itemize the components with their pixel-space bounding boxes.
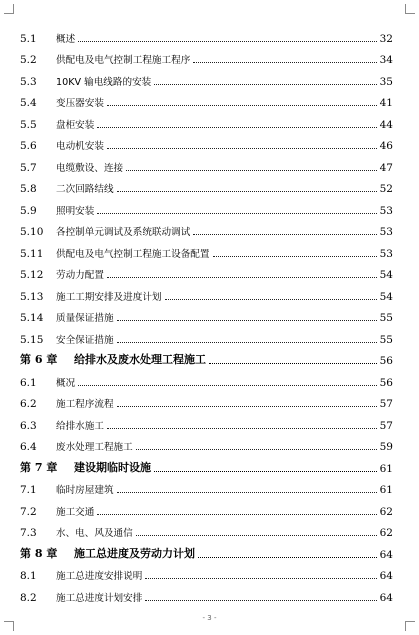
toc-dot-leader: [97, 127, 376, 128]
toc-entry-page-number: 46: [379, 140, 393, 152]
toc-entry-page-number: 44: [379, 119, 393, 131]
toc-entry[interactable]: [20, 285, 393, 303]
toc-entry[interactable]: [20, 27, 393, 45]
toc-entry-page-number: 53: [379, 226, 393, 238]
toc-entry-title: 各控制单元调试及系统联动调试: [56, 227, 191, 238]
toc-entry[interactable]: [20, 478, 393, 496]
toc-dot-leader: [107, 105, 377, 106]
toc-entry[interactable]: [20, 435, 393, 453]
toc-dot-leader: [193, 62, 376, 63]
toc-dot-leader: [165, 299, 377, 300]
toc-entry-number: 8.1: [20, 570, 37, 582]
toc-entry-number: 6.1: [20, 377, 37, 389]
toc-entry-page-number: 54: [379, 291, 393, 303]
toc-entry[interactable]: [20, 48, 393, 66]
toc-entry-number: 5.15: [20, 334, 44, 346]
toc-entry[interactable]: [20, 371, 393, 389]
toc-entry-page-number: 59: [379, 441, 393, 453]
toc-dot-leader: [198, 557, 377, 558]
toc-entry[interactable]: [20, 521, 393, 539]
toc-entry-page-number: 41: [379, 97, 393, 109]
toc-entry[interactable]: [20, 242, 393, 260]
toc-entry-title: 施工交通: [56, 507, 95, 518]
toc-entry-number: 5.8: [20, 183, 37, 195]
toc-entry[interactable]: [20, 586, 393, 604]
toc-entry-number: 5.9: [20, 205, 37, 217]
toc-entry-number: 第 7 章: [20, 461, 58, 474]
toc-dot-leader: [107, 148, 377, 149]
toc-entry-title: 建设期临时设施: [74, 461, 151, 474]
toc-entry-number: 5.7: [20, 162, 37, 174]
toc-entry[interactable]: [20, 328, 393, 346]
toc-entry-number: 6.3: [20, 420, 37, 432]
toc-entry-title: 劳动力配置: [56, 270, 104, 281]
toc-entry[interactable]: [20, 113, 393, 131]
toc-dot-leader: [213, 256, 377, 257]
toc-entry-page-number: 55: [379, 334, 393, 346]
toc-entry-number: 5.4: [20, 97, 37, 109]
toc-dot-leader: [136, 535, 377, 536]
toc-entry-page-number: 57: [379, 398, 393, 410]
toc-entry-number: 5.12: [20, 269, 44, 281]
toc-chapter-entry[interactable]: [20, 349, 393, 367]
toc-entry-number: 5.2: [20, 54, 37, 66]
toc-entry-title: 二次回路结线: [56, 184, 114, 195]
toc-chapter-entry[interactable]: [20, 457, 393, 475]
toc-entry-number: 5.10: [20, 226, 44, 238]
toc-entry-page-number: 55: [379, 312, 393, 324]
toc-entry-title: 施工程序流程: [56, 399, 114, 410]
toc-entry[interactable]: [20, 177, 393, 195]
toc-entry[interactable]: [20, 134, 393, 152]
toc-dot-leader: [209, 363, 377, 364]
toc-dot-leader: [117, 320, 377, 321]
toc-entry-number: 5.5: [20, 119, 37, 131]
toc-dot-leader: [117, 492, 377, 493]
toc-dot-leader: [136, 449, 377, 450]
toc-entry-page-number: 47: [379, 162, 393, 174]
toc-entry-number: 6.2: [20, 398, 37, 410]
toc-entry-page-number: 61: [379, 484, 393, 496]
toc-entry[interactable]: [20, 91, 393, 109]
toc-entry[interactable]: [20, 500, 393, 518]
toc-entry[interactable]: [20, 414, 393, 432]
toc-dot-leader: [145, 600, 376, 601]
toc-entry-page-number: 61: [379, 463, 393, 475]
toc-dot-leader: [117, 342, 377, 343]
toc-dot-leader: [97, 514, 376, 515]
toc-entry-title: 给排水及废水处理工程施工: [74, 353, 206, 366]
toc-entry-title: 安全保证措施: [56, 335, 114, 346]
toc-dot-leader: [154, 471, 377, 472]
toc-entry-title: 给排水施工: [56, 421, 104, 432]
toc-dot-leader: [145, 578, 376, 579]
toc-entry[interactable]: [20, 220, 393, 238]
toc-entry-title: 施工总进度计划安排: [56, 593, 143, 604]
toc-entry-page-number: 62: [379, 506, 393, 518]
toc-entry-page-number: 32: [379, 33, 393, 45]
toc-entry-title: 电动机安装: [56, 141, 104, 152]
crop-mark-top-right: [405, 4, 415, 14]
toc-entry-number: 7.1: [20, 484, 37, 496]
toc-entry[interactable]: [20, 156, 393, 174]
toc-entry-number: 5.14: [20, 312, 44, 324]
toc-dot-leader: [126, 170, 376, 171]
toc-entry-number: 7.2: [20, 506, 37, 518]
toc-entry-number: 5.13: [20, 291, 44, 303]
toc-entry-page-number: 53: [379, 248, 393, 260]
toc-entry[interactable]: [20, 70, 393, 88]
toc-dot-leader: [78, 385, 376, 386]
crop-mark-top-left: [4, 4, 14, 14]
toc-entry-title: 10KV 输电线路的安装: [56, 77, 152, 88]
toc-dot-leader: [107, 428, 377, 429]
toc-chapter-entry[interactable]: [20, 543, 393, 561]
toc-entry-title: 供配电及电气控制工程施工设备配置: [56, 249, 210, 260]
toc-entry-page-number: 52: [379, 183, 393, 195]
toc-entry-title: 变压器安装: [56, 98, 104, 109]
toc-entry-number: 5.6: [20, 140, 37, 152]
toc-entry-page-number: 64: [379, 549, 393, 561]
toc-entry-title: 概况: [56, 378, 76, 389]
toc-entry-number: 5.3: [20, 76, 37, 88]
toc-entry-number: 6.4: [20, 441, 37, 453]
toc-entry-title: 电缆敷设、连接: [56, 163, 124, 174]
toc-dot-leader: [193, 234, 376, 235]
toc-entry-page-number: 57: [379, 420, 393, 432]
toc-entry-page-number: 56: [379, 377, 393, 389]
toc-entry-title: 水、电、风及通信: [56, 528, 133, 539]
toc-entry-title: 盘柜安装: [56, 120, 95, 131]
toc-dot-leader: [78, 41, 376, 42]
toc-entry-number: 第 8 章: [20, 547, 58, 560]
toc-dot-leader: [97, 213, 376, 214]
toc-entry[interactable]: [20, 306, 393, 324]
toc-dot-leader: [117, 191, 377, 192]
toc-entry-page-number: 34: [379, 54, 393, 66]
toc-entry-number: 5.11: [20, 248, 44, 260]
toc-entry-title: 施工总进度及劳动力计划: [74, 547, 195, 560]
toc-entry-number: 8.2: [20, 592, 37, 604]
toc-entry-title: 概述: [56, 34, 76, 45]
crop-mark-bottom-right: [405, 621, 415, 631]
page-number-footer: - 3 -: [202, 614, 217, 622]
toc-entry[interactable]: [20, 392, 393, 410]
toc-entry-page-number: 35: [379, 76, 393, 88]
toc-entry-title: 质量保证措施: [56, 313, 114, 324]
toc-entry-page-number: 64: [379, 592, 393, 604]
toc-entry-page-number: 62: [379, 527, 393, 539]
toc-entry[interactable]: [20, 199, 393, 217]
toc-dot-leader: [107, 277, 377, 278]
toc-dot-leader: [117, 406, 377, 407]
toc-entry-title: 供配电及电气控制工程施工程序: [56, 55, 191, 66]
toc-entry-number: 7.3: [20, 527, 37, 539]
toc-entry-title: 废水处理工程施工: [56, 442, 133, 453]
toc-entry[interactable]: [20, 564, 393, 582]
toc-entry-title: 施工总进度安排说明: [56, 571, 143, 582]
toc-entry-title: 照明安装: [56, 206, 95, 217]
toc-entry[interactable]: [20, 263, 393, 281]
toc-entry-page-number: 53: [379, 205, 393, 217]
toc-entry-number: 5.1: [20, 33, 37, 45]
toc-entry-page-number: 56: [379, 355, 393, 367]
toc-entry-page-number: 64: [379, 570, 393, 582]
toc-entry-title: 临时房屋建筑: [56, 485, 114, 496]
toc-dot-leader: [154, 84, 376, 85]
toc-entry-number: 第 6 章: [20, 353, 58, 366]
toc-entry-page-number: 54: [379, 269, 393, 281]
crop-mark-bottom-left: [4, 621, 14, 631]
toc-entry-title: 施工工期安排及进度计划: [56, 292, 162, 303]
